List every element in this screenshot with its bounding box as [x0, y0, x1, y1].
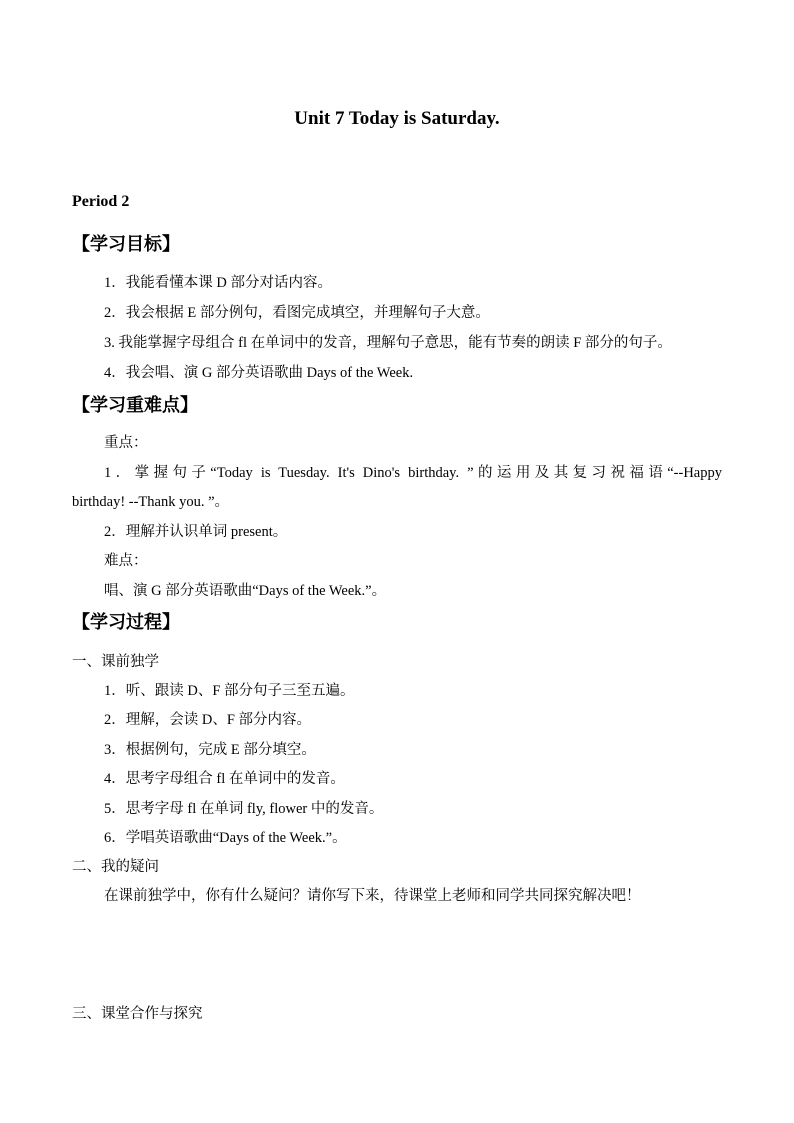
prestudy-item: 6．学唱英语歌曲“Days of the Week.”。 — [104, 830, 347, 846]
prestudy-item: 5．思考字母 fl 在单词 fly, flower 中的发音。 — [104, 801, 384, 817]
process-heading: 【学习过程】 — [72, 612, 180, 632]
prestudy-item: 1．听、跟读 D、F 部分句子三至五遍。 — [104, 683, 355, 699]
part2-heading: 二、我的疑问 — [72, 859, 159, 875]
prestudy-item: 2．理解，会读 D、F 部分内容。 — [104, 712, 312, 728]
difficulty-item: 唱、演 G 部分英语歌曲“Days of the Week.”。 — [104, 583, 387, 599]
focus-item-line2: birthday! --Thank you. ”。 — [72, 494, 230, 510]
focus-item-line1: 1．掌握句子“Today is Tuesday. It's Dino's birthday. ”的运用及其复习祝福语“--Happy — [104, 465, 722, 481]
part3-heading: 三、课堂合作与探究 — [72, 1006, 203, 1022]
difficulty-label: 难点： — [104, 553, 148, 569]
prestudy-item: 4．思考字母组合 fl 在单词中的发音。 — [104, 771, 345, 787]
period-label: Period 2 — [72, 193, 130, 210]
part1-heading: 一、课前独学 — [72, 654, 159, 670]
objectives-heading: 【学习目标】 — [72, 234, 180, 254]
key-points-heading: 【学习重难点】 — [72, 395, 198, 415]
prestudy-item: 3．根据例句，完成 E 部分填空。 — [104, 742, 316, 758]
focus-item: 2．理解并认识单词 present。 — [104, 524, 288, 540]
objective-item: 1．我能看懂本课 D 部分对话内容。 — [104, 275, 332, 291]
objective-item: 4．我会唱、演 G 部分英语歌曲 Days of the Week. — [104, 365, 414, 381]
objective-item: 3. 我能掌握字母组合 fl 在单词中的发音，理解句子意思，能有节奏的朗读 F 部分的句子。 — [104, 335, 672, 351]
questions-prompt: 在课前独学中，你有什么疑问？请你写下来，待课堂上老师和同学共同探究解决吧！ — [104, 888, 641, 904]
focus-label: 重点： — [104, 435, 148, 451]
document-title: Unit 7 Today is Saturday. — [294, 108, 500, 129]
objective-item: 2．我会根据 E 部分例句，看图完成填空，并理解句子大意。 — [104, 305, 490, 321]
